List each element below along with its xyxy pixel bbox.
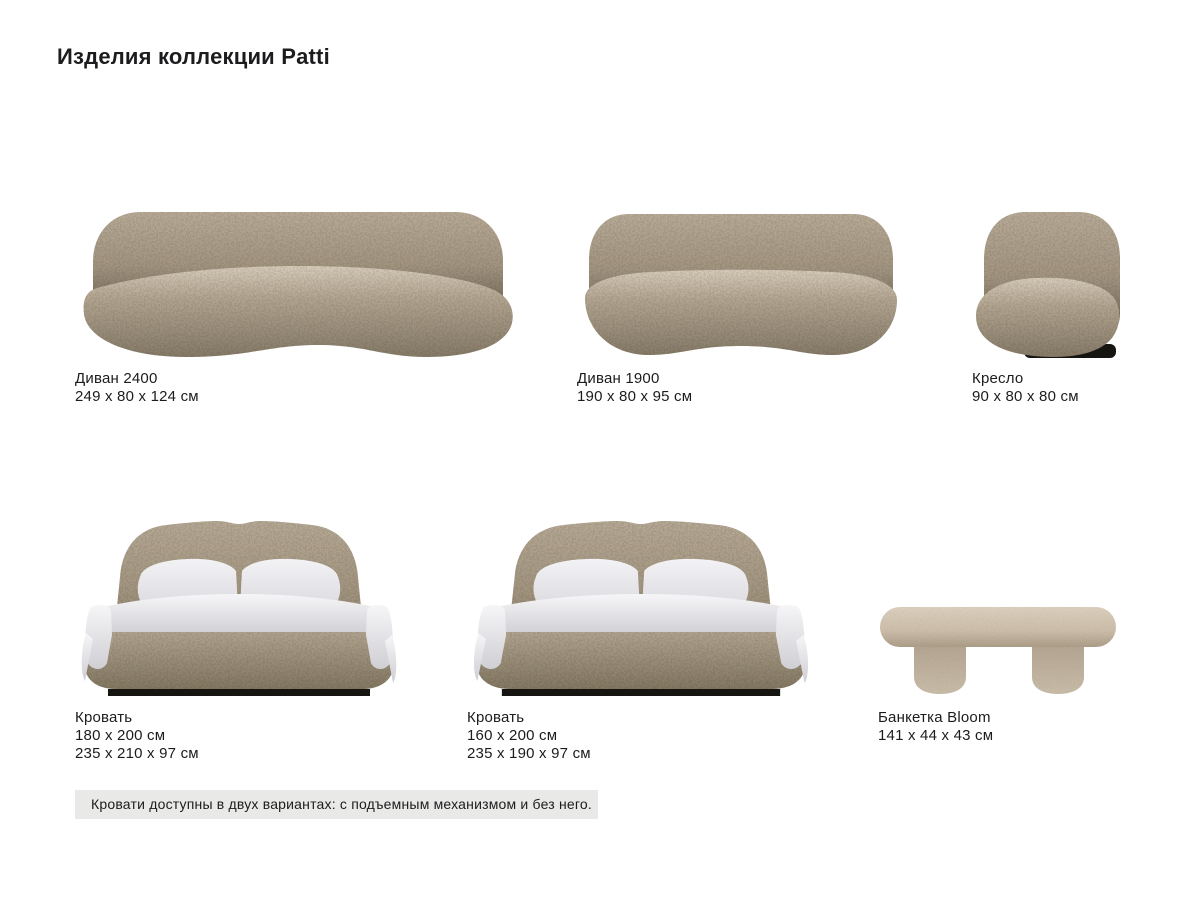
bed-frame xyxy=(476,632,805,689)
product-dimensions: 141 x 44 x 43 см xyxy=(878,727,994,744)
product-dimensions: 190 x 80 x 95 см xyxy=(577,388,693,405)
beds-variants-note: Кровати доступны в двух вариантах: с подъемным механизмом и без него. xyxy=(75,790,598,819)
page-title: Изделия коллекции Patti xyxy=(57,44,330,69)
bed-plinth xyxy=(108,689,370,696)
product-dimensions: 249 x 80 x 124 см xyxy=(75,388,199,405)
product-label-armchair xyxy=(972,370,1079,406)
armchair-image xyxy=(968,202,1136,362)
product-dimensions: 235 x 190 x 97 см xyxy=(467,745,591,762)
product-name: Диван 1900 xyxy=(577,370,660,387)
bed-160-image xyxy=(470,513,812,697)
bed-frame xyxy=(84,632,394,689)
bench-bloom-image xyxy=(878,597,1118,699)
armchair-seat xyxy=(976,278,1119,357)
product-label-sofa-1900 xyxy=(577,370,692,406)
product-dimensions: 160 x 200 см xyxy=(467,727,558,744)
bench-seat xyxy=(880,607,1116,647)
bench-leg-right xyxy=(1032,645,1084,694)
product-label-bed-180 xyxy=(75,709,199,763)
product-dimensions: 235 x 210 x 97 см xyxy=(75,745,199,762)
sofa-seat xyxy=(84,266,513,357)
sofa-1900-image xyxy=(575,202,907,362)
bed-plinth xyxy=(502,689,780,696)
bed-180-image xyxy=(78,513,400,697)
bench-leg-left xyxy=(914,645,966,694)
product-name: Диван 2400 xyxy=(75,370,158,387)
product-name: Кресло xyxy=(972,370,1024,387)
product-label-sofa-2400 xyxy=(75,370,199,406)
product-label-bench-bloom xyxy=(878,709,993,745)
product-name: Кровать xyxy=(75,709,133,726)
product-name: Кровать xyxy=(467,709,525,726)
sofa-2400-image xyxy=(75,198,515,362)
sofa-seat xyxy=(585,270,897,355)
product-name: Банкетка Bloom xyxy=(878,709,991,726)
product-label-bed-160 xyxy=(467,709,591,763)
product-dimensions: 90 x 80 x 80 см xyxy=(972,388,1079,405)
product-dimensions: 180 x 200 см xyxy=(75,727,166,744)
